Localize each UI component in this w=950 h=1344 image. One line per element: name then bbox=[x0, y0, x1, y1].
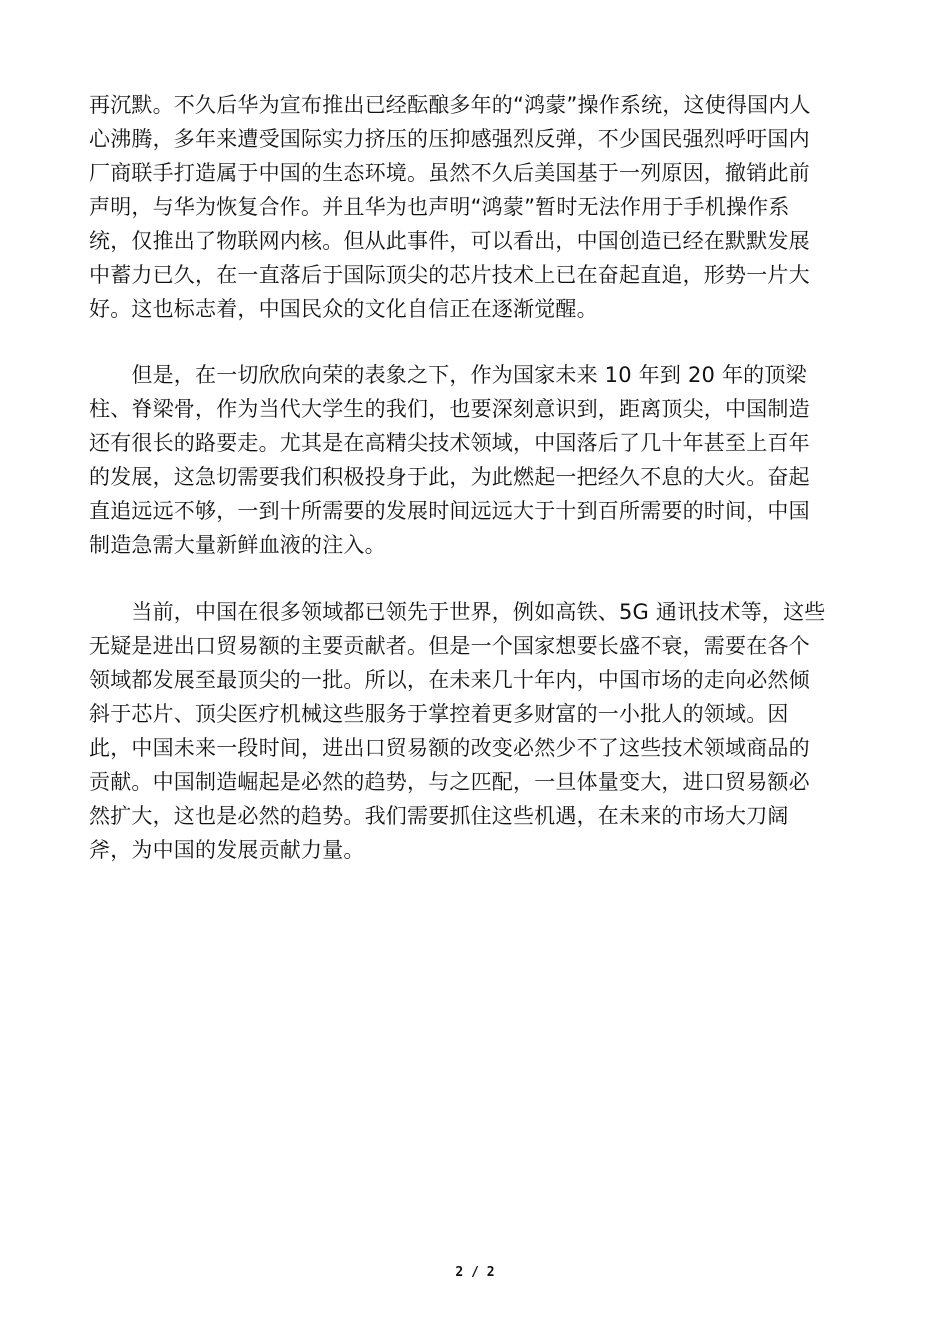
text-line: 领域都发展至最顶尖的一批。所以，在未来几十年内，中国市场的走向必然倾 bbox=[89, 668, 810, 692]
paragraph-spacing bbox=[89, 326, 861, 358]
text-line: 再沉默。不久后华为宣布推出已经酝酿多年的“鸿蒙”操作系统，这使得国内人 bbox=[89, 93, 811, 117]
page-number: 2 / 2 bbox=[455, 1265, 495, 1280]
text-line: 无疑是进出口贸易额的主要贡献者。但是一个国家想要长盛不衰，需要在各个 bbox=[89, 634, 810, 658]
text-line: 然扩大，这也是必然的趋势。我们需要抓住这些机遇，在未来的市场大刀阔 bbox=[89, 804, 789, 828]
text-line: 斜于芯片、顶尖医疗机械这些服务于掌控着更多财富的一小批人的领域。因 bbox=[89, 702, 789, 726]
document-body bbox=[89, 88, 861, 867]
paragraph-3 bbox=[89, 595, 861, 867]
text-line: 心沸腾，多年来遭受国际实力挤压的压抑感强烈反弹，不少国民强烈呼吁国内 bbox=[89, 127, 810, 151]
text-line: 制造急需大量新鲜血液的注入。 bbox=[89, 533, 386, 557]
text-line: 斧，为中国的发展贡献力量。 bbox=[89, 838, 365, 862]
paragraph-2 bbox=[89, 358, 861, 562]
text-line: 柱、脊梁骨，作为当代大学生的我们，也要深刻意识到，距离顶尖，中国制造 bbox=[89, 397, 810, 421]
text-line: 声明，与华为恢复合作。并且华为也声明“鸿蒙”暂时无法作用于手机操作系 bbox=[89, 195, 790, 219]
text-line: 统，仅推出了物联网内核。但从此事件，可以看出，中国创造已经在默默发展 bbox=[89, 229, 810, 253]
text-line: 中蓄力已久，在一直落后于国际顶尖的芯片技术上已在奋起直追，形势一片大 bbox=[89, 263, 810, 287]
text-line: 当前，中国在很多领域都已领先于世界，例如高铁、5G 通讯技术等，这些 bbox=[89, 600, 826, 624]
paragraph-spacing bbox=[89, 562, 861, 595]
text-line: 直追远远不够，一到十所需要的发展时间远远大于十到百所需要的时间，中国 bbox=[89, 499, 810, 523]
text-line: 但是，在一切欣欣向荣的表象之下，作为国家未来 10 年到 20 年的顶梁 bbox=[89, 363, 807, 387]
text-line: 的发展，这急切需要我们积极投身于此，为此燃起一把经久不息的大火。奋起 bbox=[89, 465, 810, 489]
text-line: 贡献。中国制造崛起是必然的趋势，与之匹配，一旦体量变大，进口贸易额必 bbox=[89, 770, 810, 794]
text-line: 还有很长的路要走。尤其是在高精尖技术领域，中国落后了几十年甚至上百年 bbox=[89, 431, 810, 455]
text-line: 好。这也标志着，中国民众的文化自信正在逐渐觉醒。 bbox=[89, 297, 598, 321]
paragraph-1 bbox=[89, 88, 861, 326]
text-line: 此，中国未来一段时间，进出口贸易额的改变必然少不了这些技术领域商品的 bbox=[89, 736, 810, 760]
text-line: 厂商联手打造属于中国的生态环境。虽然不久后美国基于一列原因，撤销此前 bbox=[89, 161, 810, 185]
